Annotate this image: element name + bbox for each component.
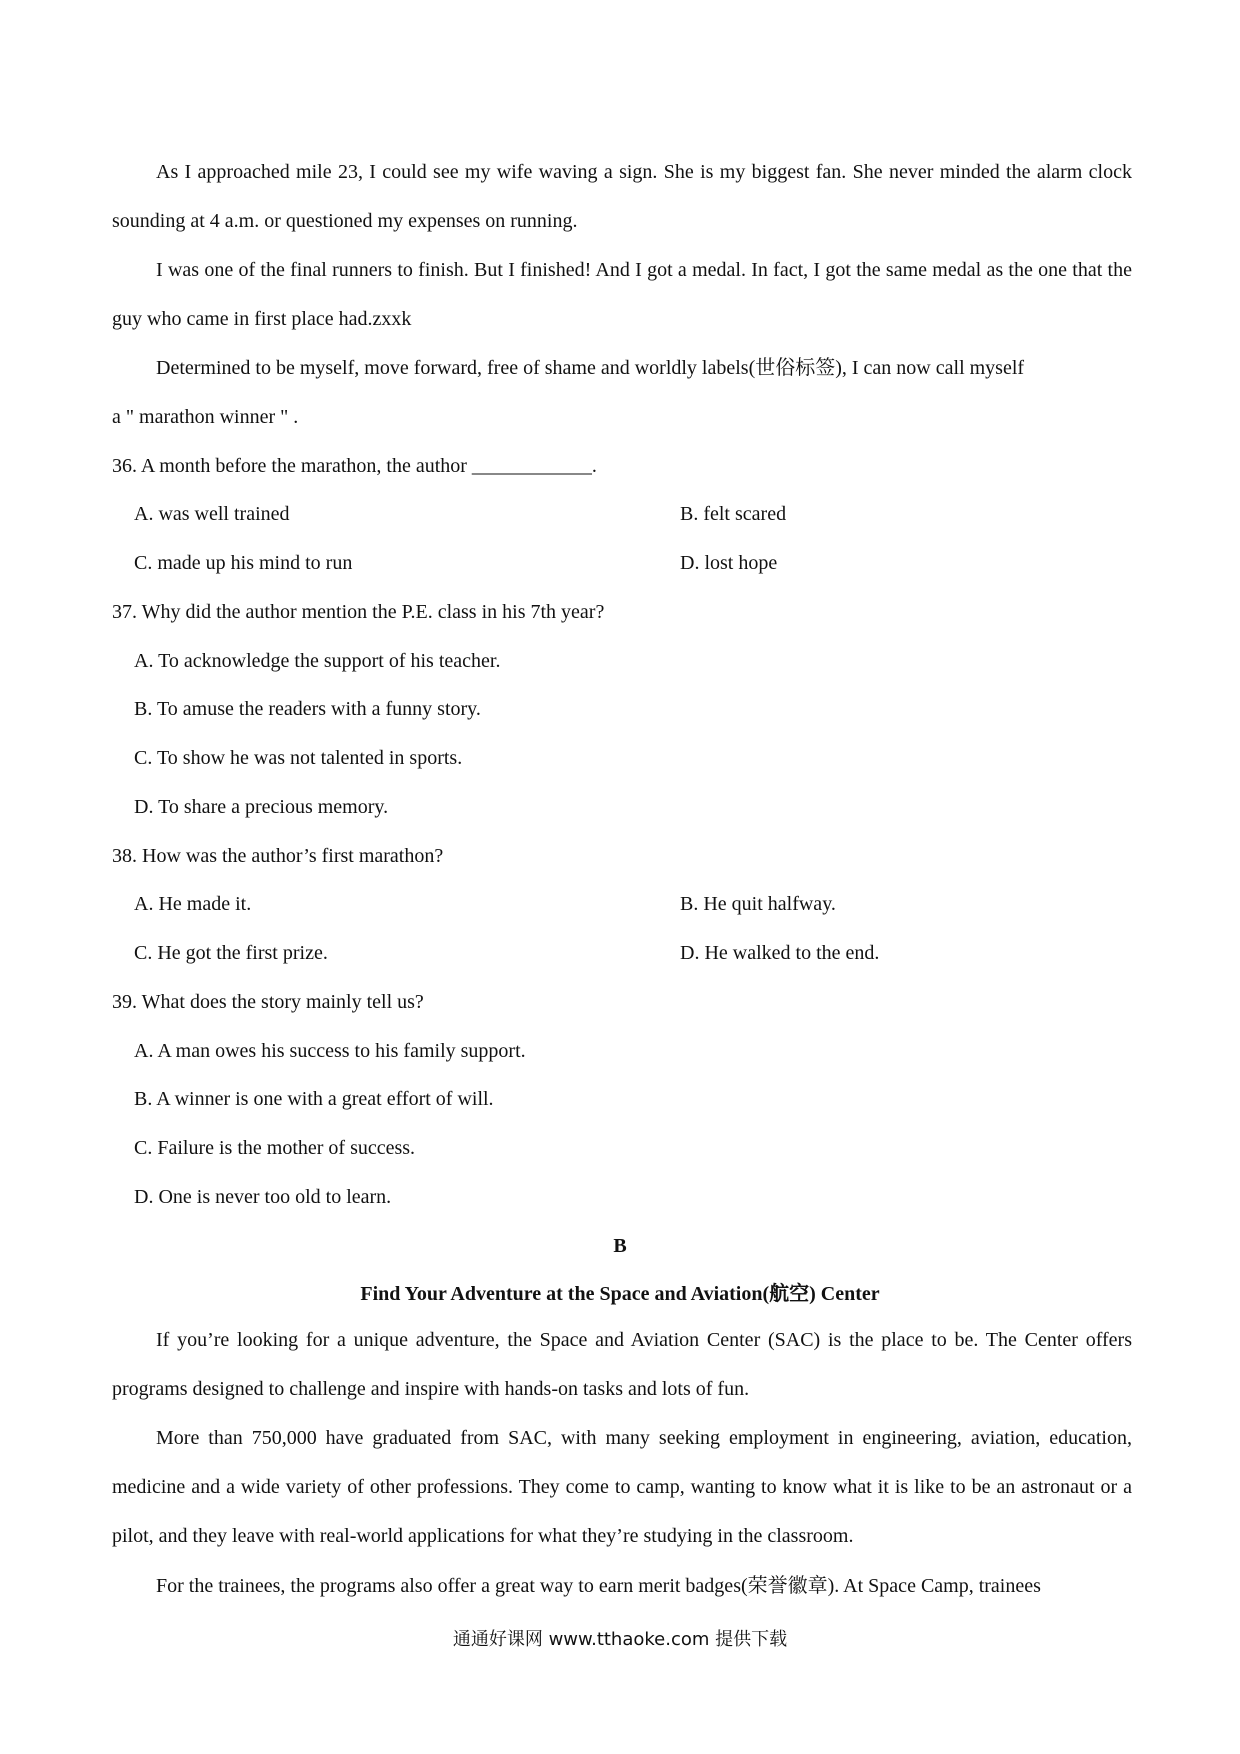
question-39-stem: 39. What does the story mainly tell us? bbox=[112, 991, 424, 1013]
passage-a-paragraph-1: As I approached mile 23, I could see my wife waving a sign. She is my biggest fan. She never minded the alarm clock sounding at 4 a.m. or questioned my expenses on running. bbox=[112, 161, 1132, 232]
question-37-option-d: D. To share a precious memory. bbox=[134, 796, 389, 818]
question-38-option-c: C. He got the first prize. bbox=[134, 942, 328, 964]
question-38-option-a: A. He made it. bbox=[134, 893, 252, 915]
section-b-title: Find Your Adventure at the Space and Aviation(航空) Center bbox=[360, 1283, 880, 1305]
question-38-stem: 38. How was the author’s first marathon? bbox=[112, 845, 444, 867]
section-b-paragraph-1: If you’re looking for a unique adventure, the Space and Aviation Center (SAC) is the place to be. The Center offers programs designed to challenge and inspire with hands-on tasks and lots of fun. bbox=[112, 1329, 1132, 1400]
question-36-option-b: B. felt scared bbox=[680, 503, 787, 525]
question-36-stem: 36. A month before the marathon, the author ____________. bbox=[112, 455, 597, 477]
section-b-paragraph-3: For the trainees, the programs also offer a great way to earn merit badges(荣誉徽章). At Space Camp, trainees bbox=[156, 1575, 1041, 1597]
question-39-option-a: A. A man owes his success to his family support. bbox=[134, 1040, 526, 1062]
question-37-option-b: B. To amuse the readers with a funny story. bbox=[134, 698, 481, 720]
question-38-option-d: D. He walked to the end. bbox=[680, 942, 880, 964]
passage-a-paragraph-2: I was one of the final runners to finish. But I finished! And I got a medal. In fact, I got the same medal as the one that the guy who came in first place had.zxxk bbox=[112, 259, 1132, 330]
question-39-option-b: B. A winner is one with a great effort of will. bbox=[134, 1088, 494, 1110]
section-b-paragraph-2: More than 750,000 have graduated from SAC, with many seeking employment in engineering, aviation, education, medicine and a wide variety of other professions. They come to camp, wanting to know what it is like to be an astronaut or a pilot, and they leave with real-world applications for what they’re studying in the classroom. bbox=[112, 1427, 1132, 1547]
question-38-option-b: B. He quit halfway. bbox=[680, 893, 836, 915]
question-37-stem: 37. Why did the author mention the P.E. class in his 7th year? bbox=[112, 601, 605, 623]
question-39-option-c: C. Failure is the mother of success. bbox=[134, 1137, 416, 1159]
passage-a-paragraph-3-line-2: a " marathon winner " . bbox=[112, 406, 299, 428]
question-36-option-c: C. made up his mind to run bbox=[134, 552, 353, 574]
passage-a-paragraph-3-line-1: Determined to be myself, move forward, free of shame and worldly labels(世俗标签), I can now call myself bbox=[156, 357, 1025, 379]
question-36-option-a: A. was well trained bbox=[134, 503, 290, 525]
section-b-letter: B bbox=[613, 1235, 627, 1257]
question-37-option-c: C. To show he was not talented in sports. bbox=[134, 747, 463, 769]
question-39-option-d: D. One is never too old to learn. bbox=[134, 1186, 392, 1208]
question-36-option-d: D. lost hope bbox=[680, 552, 778, 574]
question-37-option-a: A. To acknowledge the support of his teacher. bbox=[134, 650, 501, 672]
page-footer: 通通好课网 www.tthaoke.com 提供下载 bbox=[452, 1629, 788, 1650]
